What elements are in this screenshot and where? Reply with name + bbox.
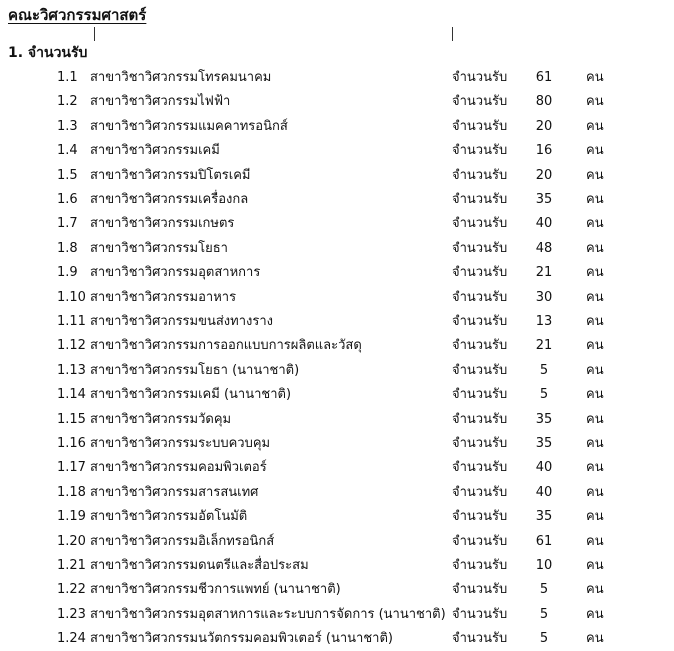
program-name: สาขาวิชาวิศวกรรมการออกแบบการผลิตและวัสดุ bbox=[90, 338, 362, 354]
intake-label: จำนวนรับ bbox=[452, 558, 508, 573]
intake-unit: คน bbox=[586, 143, 604, 159]
table-row bbox=[0, 554, 674, 578]
table-row bbox=[0, 188, 674, 212]
table-row bbox=[0, 139, 674, 163]
intake-count: 20 bbox=[535, 167, 553, 183]
intake-label: จำนวนรับ bbox=[452, 606, 508, 622]
program-name: สาขาวิชาวิศวกรรมไฟฟ้า bbox=[90, 94, 231, 110]
row-number: 1.22 bbox=[57, 582, 86, 598]
program-name: สาขาวิชาวิศวกรรมโยธา (นานาชาติ) bbox=[90, 362, 300, 378]
program-name: สาขาวิชาวิศวกรรมดนตรีและสื่อประสม bbox=[90, 558, 309, 573]
intake-count: 21 bbox=[535, 338, 553, 354]
intake-count: 40 bbox=[535, 484, 553, 500]
table-row bbox=[0, 603, 674, 627]
row-number: 1.21 bbox=[57, 558, 86, 573]
intake-unit: คน bbox=[586, 265, 604, 281]
intake-label: จำนวนรับ bbox=[452, 362, 508, 378]
intake-unit: คน bbox=[586, 362, 604, 378]
intake-label: จำนวนรับ bbox=[452, 118, 508, 134]
table-row bbox=[0, 359, 674, 383]
program-name: สาขาวิชาวิศวกรรมเคมี (นานาชาติ) bbox=[90, 387, 292, 403]
table-row bbox=[0, 334, 674, 358]
intake-label: จำนวนรับ bbox=[452, 265, 508, 281]
row-number: 1.18 bbox=[57, 484, 86, 500]
intake-unit: คน bbox=[586, 484, 604, 500]
program-name: สาขาวิชาวิศวกรรมขนส่งทางราง bbox=[90, 314, 274, 329]
intake-count: 35 bbox=[535, 411, 553, 427]
intake-unit: คน bbox=[586, 167, 604, 183]
table-row bbox=[0, 261, 674, 285]
row-number: 1.15 bbox=[57, 411, 86, 427]
row-number: 1.20 bbox=[57, 533, 86, 549]
intake-label: จำนวนรับ bbox=[452, 143, 508, 159]
row-number: 1.6 bbox=[57, 192, 78, 207]
row-number: 1.16 bbox=[57, 436, 86, 451]
intake-label: จำนวนรับ bbox=[452, 314, 508, 329]
intake-label: จำนวนรับ bbox=[452, 167, 508, 183]
intake-unit: คน bbox=[586, 192, 604, 207]
program-name: สาขาวิชาวิศวกรรมเคมี bbox=[90, 143, 220, 159]
intake-count: 30 bbox=[535, 289, 553, 305]
table-row bbox=[0, 164, 674, 188]
intake-label: จำนวนรับ bbox=[452, 289, 508, 305]
intake-count: 5 bbox=[539, 631, 549, 647]
row-number: 1.13 bbox=[57, 362, 86, 378]
intake-label: จำนวนรับ bbox=[452, 411, 508, 427]
program-name: สาขาวิชาวิศวกรรมโทรคมนาคม bbox=[90, 70, 272, 85]
intake-label: จำนวนรับ bbox=[452, 460, 508, 476]
intake-unit: คน bbox=[586, 387, 604, 403]
table-row bbox=[0, 481, 674, 505]
intake-unit: คน bbox=[586, 558, 604, 573]
intake-unit: คน bbox=[586, 118, 604, 134]
intake-count: 5 bbox=[539, 387, 549, 403]
page-title: คณะวิศวกรรมศาสตร์ bbox=[8, 6, 147, 24]
intake-count: 13 bbox=[535, 314, 553, 329]
row-number: 1.2 bbox=[57, 94, 78, 110]
row-number: 1.19 bbox=[57, 509, 86, 525]
intake-unit: คน bbox=[586, 70, 604, 85]
intake-label: จำนวนรับ bbox=[452, 192, 508, 207]
intake-unit: คน bbox=[586, 94, 604, 110]
intake-label: จำนวนรับ bbox=[452, 631, 508, 647]
intake-unit: คน bbox=[586, 216, 604, 232]
intake-label: จำนวนรับ bbox=[452, 582, 508, 598]
row-number: 1.24 bbox=[57, 631, 86, 647]
table-row bbox=[0, 456, 674, 480]
intake-count: 35 bbox=[535, 509, 553, 525]
table-row bbox=[0, 90, 674, 114]
table-row bbox=[0, 237, 674, 261]
table-row bbox=[0, 432, 674, 456]
table-row bbox=[0, 66, 674, 90]
row-number: 1.3 bbox=[57, 118, 78, 134]
row-number: 1.17 bbox=[57, 460, 86, 476]
intake-count: 40 bbox=[535, 460, 553, 476]
table-row bbox=[0, 383, 674, 407]
intake-count: 40 bbox=[535, 216, 553, 232]
table-row bbox=[0, 212, 674, 236]
intake-unit: คน bbox=[586, 631, 604, 647]
intake-label: จำนวนรับ bbox=[452, 70, 508, 85]
program-name: สาขาวิชาวิศวกรรมอุตสาหการ bbox=[90, 265, 261, 281]
intake-count: 16 bbox=[535, 143, 553, 159]
section-heading: 1. จำนวนรับ bbox=[8, 45, 88, 61]
intake-unit: คน bbox=[586, 289, 604, 305]
intake-count: 21 bbox=[535, 265, 553, 281]
intake-unit: คน bbox=[586, 338, 604, 354]
intake-label: จำนวนรับ bbox=[452, 338, 508, 354]
program-name: สาขาวิชาวิศวกรรมเกษตร bbox=[90, 216, 235, 232]
program-name: สาขาวิชาวิศวกรรมแมคคาทรอนิกส์ bbox=[90, 118, 288, 134]
row-number: 1.14 bbox=[57, 387, 86, 403]
table-row bbox=[0, 310, 674, 334]
row-number: 1.9 bbox=[57, 265, 78, 281]
row-number: 1.5 bbox=[57, 167, 78, 183]
program-name: สาขาวิชาวิศวกรรมโยธา bbox=[90, 240, 228, 256]
table-row bbox=[0, 530, 674, 554]
program-name: สาขาวิชาวิศวกรรมระบบควบคุม bbox=[90, 436, 271, 451]
intake-count: 10 bbox=[535, 558, 553, 573]
program-name: สาขาวิชาวิศวกรรมชีวการแพทย์ (นานาชาติ) bbox=[90, 582, 341, 598]
intake-label: จำนวนรับ bbox=[452, 509, 508, 525]
intake-label: จำนวนรับ bbox=[452, 240, 508, 256]
row-number: 1.10 bbox=[57, 289, 86, 305]
program-name: สาขาวิชาวิศวกรรมอัตโนมัติ bbox=[90, 509, 248, 525]
program-name: สาขาวิชาวิศวกรรมปิโตรเคมี bbox=[90, 167, 251, 183]
program-name: สาขาวิชาวิศวกรรมอิเล็กทรอนิกส์ bbox=[90, 533, 275, 549]
table-row bbox=[0, 408, 674, 432]
table-row bbox=[0, 115, 674, 139]
row-number: 1.7 bbox=[57, 216, 78, 232]
program-name: สาขาวิชาวิศวกรรมนวัตกรรมคอมพิวเตอร์ (นานาชาติ) bbox=[90, 631, 393, 647]
intake-unit: คน bbox=[586, 460, 604, 476]
intake-count: 35 bbox=[535, 192, 553, 207]
intake-count: 5 bbox=[539, 606, 549, 622]
program-name: สาขาวิชาวิศวกรรมเครื่องกล bbox=[90, 192, 249, 207]
program-name: สาขาวิชาวิศวกรรมคอมพิวเตอร์ bbox=[90, 460, 267, 476]
table-row bbox=[0, 578, 674, 602]
intake-label: จำนวนรับ bbox=[452, 436, 508, 451]
program-name: สาขาวิชาวิศวกรรมสารสนเทศ bbox=[90, 484, 259, 500]
row-number: 1.1 bbox=[57, 70, 78, 85]
intake-count: 35 bbox=[535, 436, 553, 451]
program-name: สาขาวิชาวิศวกรรมอุตสาหการและระบบการจัดการ (นานาชาติ) bbox=[90, 606, 446, 622]
intake-unit: คน bbox=[586, 509, 604, 525]
intake-count: 5 bbox=[539, 582, 549, 598]
intake-count: 48 bbox=[535, 240, 553, 256]
intake-count: 20 bbox=[535, 118, 553, 134]
intake-unit: คน bbox=[586, 533, 604, 549]
intake-label: จำนวนรับ bbox=[452, 533, 508, 549]
intake-label: จำนวนรับ bbox=[452, 216, 508, 232]
intake-count: 61 bbox=[535, 533, 553, 549]
row-number: 1.11 bbox=[57, 314, 86, 329]
table-row bbox=[0, 286, 674, 310]
table-row bbox=[0, 627, 674, 651]
row-number: 1.12 bbox=[57, 338, 86, 354]
intake-count: 80 bbox=[535, 94, 553, 110]
program-name: สาขาวิชาวิศวกรรมวัดคุม bbox=[90, 411, 232, 427]
intake-label: จำนวนรับ bbox=[452, 94, 508, 110]
intake-unit: คน bbox=[586, 240, 604, 256]
intake-unit: คน bbox=[586, 606, 604, 622]
row-number: 1.8 bbox=[57, 240, 78, 256]
intake-label: จำนวนรับ bbox=[452, 387, 508, 403]
program-name: สาขาวิชาวิศวกรรมอาหาร bbox=[90, 289, 237, 305]
row-number: 1.4 bbox=[57, 143, 78, 159]
intake-unit: คน bbox=[586, 582, 604, 598]
intake-count: 5 bbox=[539, 362, 549, 378]
intake-unit: คน bbox=[586, 436, 604, 451]
row-number: 1.23 bbox=[57, 606, 86, 622]
intake-count: 61 bbox=[535, 70, 553, 85]
intake-unit: คน bbox=[586, 411, 604, 427]
table-row bbox=[0, 505, 674, 529]
intake-label: จำนวนรับ bbox=[452, 484, 508, 500]
intake-unit: คน bbox=[586, 314, 604, 329]
